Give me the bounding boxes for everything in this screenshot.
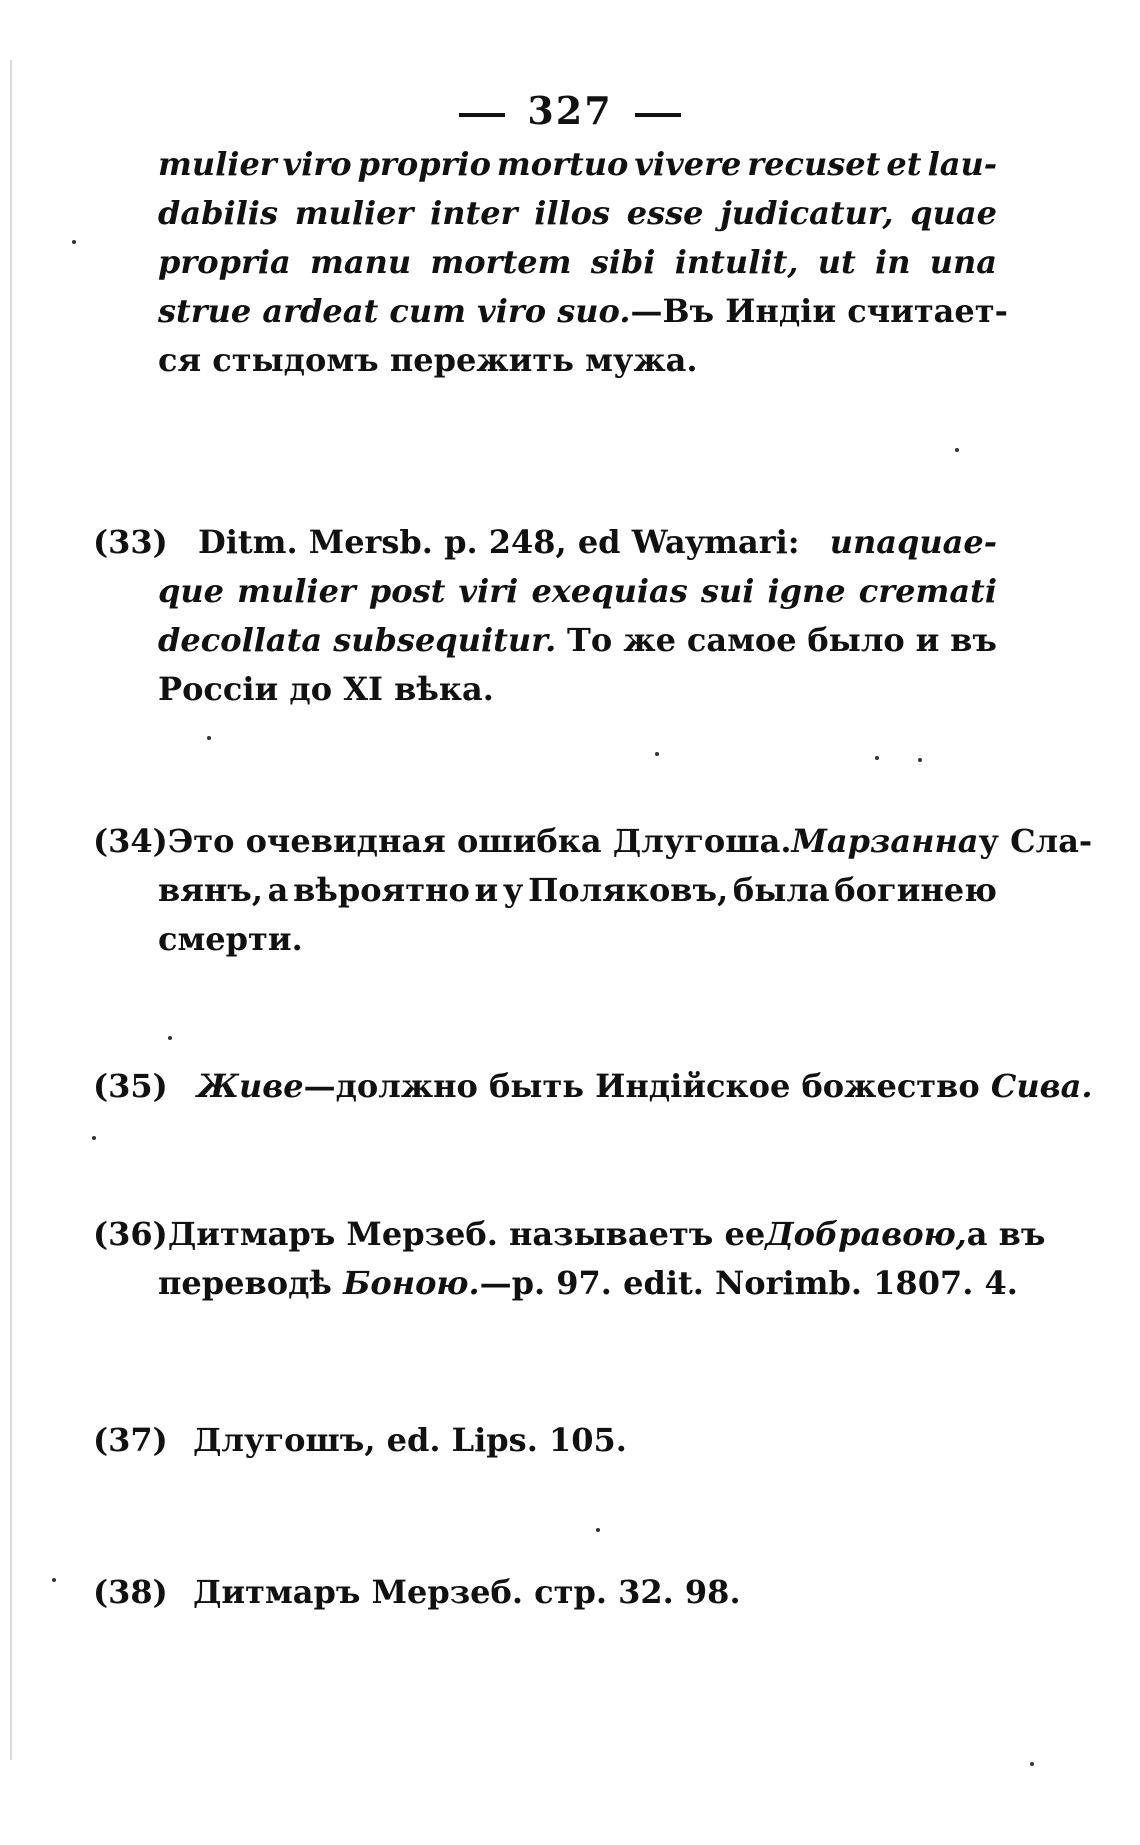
folio-dash-left bbox=[459, 113, 505, 117]
word: in bbox=[875, 243, 911, 281]
text-line bbox=[0, 817, 1140, 866]
word: и bbox=[474, 871, 499, 909]
scan-speck bbox=[918, 758, 922, 762]
word: judicatur, bbox=[720, 194, 894, 232]
text-line bbox=[0, 238, 1140, 287]
scan-speck bbox=[655, 752, 659, 756]
word: а bbox=[267, 871, 289, 909]
latin-text: unaquae- bbox=[829, 523, 997, 561]
word: вянъ, bbox=[158, 871, 263, 909]
word: и bbox=[915, 621, 940, 659]
text-line bbox=[0, 189, 1140, 238]
word: viri bbox=[458, 572, 519, 610]
scan-speck bbox=[52, 1578, 56, 1582]
word: inter bbox=[430, 194, 518, 232]
footnote-34 bbox=[0, 817, 1140, 964]
word: dabilis bbox=[158, 194, 278, 232]
word: самое bbox=[686, 621, 797, 659]
russian-text: Россіи до XI вѣка. bbox=[158, 670, 494, 708]
word: mortuo bbox=[496, 145, 629, 183]
word: proprio bbox=[357, 145, 491, 183]
scan-speck bbox=[92, 1136, 96, 1140]
scan-speck bbox=[875, 756, 879, 760]
text-line bbox=[0, 665, 1140, 714]
russian-text: —Въ Индіи считает- bbox=[630, 292, 1008, 330]
citation-text: Ditm. Mersb. p. 248, ed Waymari: bbox=[197, 523, 800, 561]
text-line bbox=[0, 616, 1140, 665]
word: mulier bbox=[294, 194, 414, 232]
word: manu bbox=[309, 243, 412, 281]
word: mulier bbox=[237, 572, 356, 610]
italic-name: Живе bbox=[196, 1067, 304, 1105]
word: illos bbox=[534, 194, 611, 232]
scan-speck bbox=[1030, 1762, 1034, 1766]
note-number: (35) bbox=[93, 1067, 168, 1105]
word: богинею bbox=[834, 871, 997, 909]
page-number bbox=[0, 88, 1140, 133]
word: vivere bbox=[634, 145, 742, 183]
russian-text: Это очевидная ошибка Длугоша. bbox=[167, 822, 792, 860]
word: ut bbox=[817, 243, 856, 281]
word: То же bbox=[567, 621, 677, 659]
latin-text: strue ardeat cum viro suo. bbox=[158, 292, 631, 330]
text-line bbox=[0, 1210, 1140, 1259]
russian-text: у Сла- bbox=[978, 822, 1093, 860]
russian-text: смерти. bbox=[158, 920, 303, 958]
latin-text: decollata subsequitur. bbox=[158, 621, 557, 659]
italic-name: Сива. bbox=[990, 1067, 1093, 1105]
russian-text: ся стыдомъ пережить мужа. bbox=[158, 341, 698, 379]
word: intulit, bbox=[674, 243, 799, 281]
citation-text: —p. 97. edit. Norimb. 1807. 4. bbox=[479, 1264, 1018, 1302]
note-number: (38) bbox=[93, 1573, 168, 1611]
word: una bbox=[929, 243, 997, 281]
word: que bbox=[158, 572, 224, 610]
russian-text: —должно быть Индійское божество bbox=[303, 1067, 980, 1105]
word: recuset bbox=[747, 145, 881, 183]
italic-name: Боною. bbox=[343, 1264, 480, 1302]
note-number: (36) bbox=[93, 1215, 168, 1253]
word: igne bbox=[767, 572, 846, 610]
text-line bbox=[0, 1259, 1140, 1308]
word: esse bbox=[626, 194, 704, 232]
note-number: (34) bbox=[93, 822, 168, 860]
word: mortem bbox=[430, 243, 572, 281]
word: propria bbox=[158, 243, 291, 281]
text-line bbox=[0, 1568, 1140, 1617]
scan-speck bbox=[207, 736, 211, 740]
word: et bbox=[886, 145, 922, 183]
word: было bbox=[807, 621, 905, 659]
word: была bbox=[732, 871, 830, 909]
word: cremati bbox=[858, 572, 997, 610]
folio-dash-right bbox=[635, 113, 681, 117]
text-line bbox=[0, 287, 1140, 336]
russian-text: переводѣ bbox=[158, 1264, 332, 1302]
text-line bbox=[0, 140, 1140, 189]
word: lau- bbox=[927, 145, 997, 183]
text-line bbox=[0, 1416, 1140, 1465]
word: sui bbox=[700, 572, 755, 610]
text-line bbox=[0, 915, 1140, 964]
word: Поляковъ, bbox=[528, 871, 729, 909]
note-number: (33) bbox=[93, 523, 168, 561]
word: вѣроятно bbox=[293, 871, 470, 909]
citation-text: Дитмаръ Мерзеб. стр. 32. 98. bbox=[192, 1573, 741, 1611]
word: sibi bbox=[590, 243, 656, 281]
citation-text: Длугошъ, ed. Lips. 105. bbox=[192, 1421, 627, 1459]
continuation-paragraph bbox=[0, 140, 1140, 385]
text-line bbox=[0, 567, 1140, 616]
footnote-36 bbox=[0, 1210, 1140, 1308]
text-line bbox=[0, 1062, 1140, 1111]
text-line bbox=[0, 336, 1140, 385]
word: post bbox=[368, 572, 446, 610]
footnote-37 bbox=[0, 1416, 1140, 1465]
footnote-35 bbox=[0, 1062, 1140, 1111]
russian-text: а въ bbox=[966, 1215, 1046, 1253]
text-line bbox=[0, 866, 1140, 915]
word: exequias bbox=[531, 572, 688, 610]
word: quae bbox=[910, 194, 997, 232]
italic-name: Добравою, bbox=[765, 1215, 967, 1253]
footnote-38 bbox=[0, 1568, 1140, 1617]
word: у bbox=[502, 871, 524, 909]
word: въ bbox=[950, 621, 997, 659]
footnote-33 bbox=[0, 518, 1140, 714]
italic-name: Марзанна bbox=[791, 822, 979, 860]
scan-speck bbox=[168, 1036, 172, 1040]
page-number-text: 327 bbox=[527, 88, 613, 133]
scan-speck bbox=[72, 240, 76, 244]
scan-speck bbox=[955, 448, 959, 452]
note-number: (37) bbox=[93, 1421, 168, 1459]
word: mulier bbox=[158, 145, 277, 183]
russian-text: Дитмаръ Мерзеб. называетъ ее bbox=[167, 1215, 766, 1253]
word: viro bbox=[282, 145, 352, 183]
text-line bbox=[0, 518, 1140, 567]
scan-speck bbox=[596, 1528, 600, 1532]
